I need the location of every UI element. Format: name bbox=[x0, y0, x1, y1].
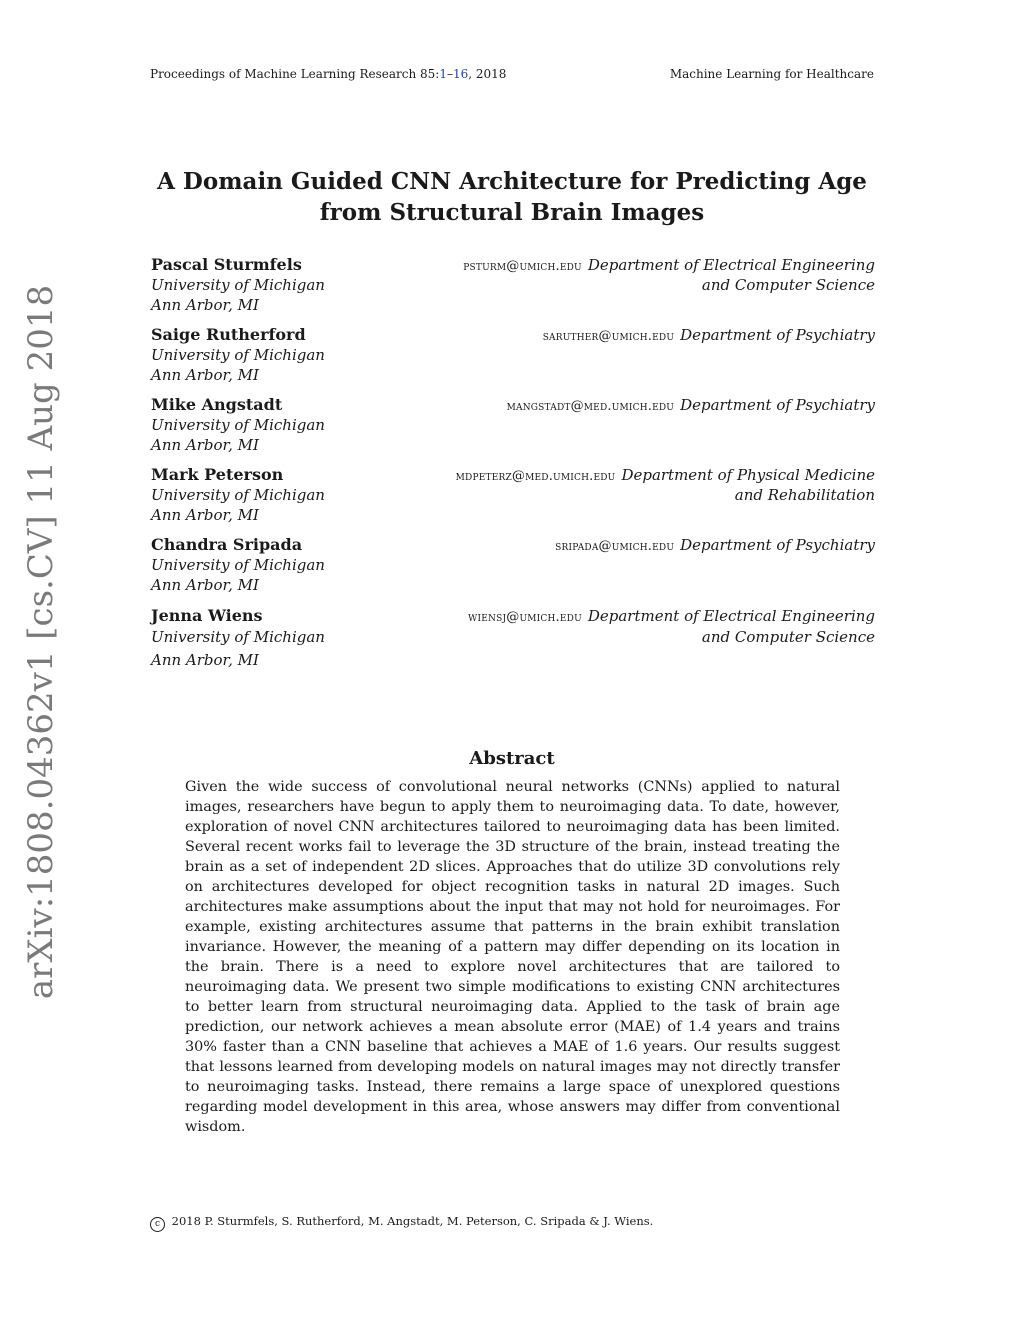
author-department-cont: and Computer Science bbox=[701, 628, 875, 646]
author-block bbox=[151, 535, 875, 595]
author-location: Ann Arbor, MI bbox=[151, 366, 259, 384]
author-name: Chandra Sripada bbox=[151, 535, 303, 554]
author-department: Department of Psychiatry bbox=[680, 396, 875, 414]
author-location: Ann Arbor, MI bbox=[151, 436, 259, 454]
author-block bbox=[151, 395, 875, 455]
author-block bbox=[151, 606, 875, 672]
copyright-icon: c bbox=[150, 1217, 165, 1232]
running-header-right: Machine Learning for Healthcare bbox=[669, 67, 874, 81]
copyright-text: 2018 P. Sturmfels, S. Rutherford, M. Angstadt, M. Peterson, C. Sripada & J. Wiens. bbox=[171, 1214, 654, 1228]
author-department: Department of Electrical Engineering bbox=[587, 256, 875, 274]
header-year: , 2018 bbox=[468, 67, 507, 81]
author-email[interactable]: mdpeterz@med.umich.edu bbox=[455, 469, 616, 484]
author-block bbox=[151, 325, 875, 385]
page-link-start[interactable]: 1 bbox=[439, 67, 447, 81]
author-name: Pascal Sturmfels bbox=[151, 255, 302, 274]
author-department: Department of Psychiatry bbox=[680, 326, 875, 344]
author-location: Ann Arbor, MI bbox=[151, 296, 259, 314]
author-affiliation: University of Michigan bbox=[151, 556, 325, 574]
author-block bbox=[151, 465, 875, 525]
author-email[interactable]: saruther@umich.edu bbox=[542, 329, 675, 344]
author-email[interactable]: wiensj@umich.edu bbox=[468, 610, 582, 625]
author-affiliation: University of Michigan bbox=[151, 276, 325, 294]
abstract-heading: Abstract bbox=[469, 748, 555, 769]
author-location: Ann Arbor, MI bbox=[151, 576, 259, 594]
author-affiliation: University of Michigan bbox=[151, 486, 325, 504]
author-department-cont: and Rehabilitation bbox=[734, 486, 875, 504]
title-line-1: A Domain Guided CNN Architecture for Predicting Age bbox=[157, 168, 867, 195]
abstract-text: Given the wide success of convolutional neural networks (CNNs) applied to natural images, researchers have begun to apply them to neuroimaging data. To date, however, exploration of novel CNN architectures tailored to neuroimaging data has been limited. Several recent works fail to leverage the 3D structure of the brain, instead treating the brain as a set of independent 2D slices. Approaches that do utilize 3D convolutions rely on architectures developed for object recognition tasks in natural 2D images. Such architectures make assumptions about the input that may not hold for neuroimages. For example, existing architectures assume that patterns in the brain exhibit translation invariance. However, the meaning of a pattern may differ depending on its location in the brain. There is a need to explore novel architectures that are tailored to neuroimaging data. We present two simple modifications to existing CNN architectures to better learn from structural neuroimaging data. Applied to the task of brain age prediction, our network achieves a mean absolute error (MAE) of 1.4 years and trains 30% faster than a CNN baseline that achieves a MAE of 1.6 years. Our results suggest that lessons learned from developing models on natural images may not directly transfer to neuroimaging tasks. Instead, there remains a large space of unexplored questions regarding model development in this area, whose answers may differ from conventional wisdom. bbox=[185, 779, 840, 1135]
paper-title bbox=[120, 166, 904, 228]
author-department-cont: and Computer Science bbox=[701, 276, 875, 294]
author-name: Mike Angstadt bbox=[151, 395, 283, 414]
header-dash: – bbox=[446, 67, 453, 81]
author-department: Department of Physical Medicine bbox=[621, 466, 875, 484]
author-location: Ann Arbor, MI bbox=[151, 506, 259, 524]
author-affiliation: University of Michigan bbox=[151, 416, 325, 434]
author-name: Saige Rutherford bbox=[151, 325, 306, 344]
author-email[interactable]: mangstadt@med.umich.edu bbox=[506, 399, 675, 414]
header-proceedings: Proceedings of Machine Learning Research 85: bbox=[150, 67, 440, 81]
author-affiliation: University of Michigan bbox=[151, 628, 325, 646]
author-name: Jenna Wiens bbox=[151, 606, 263, 625]
author-email[interactable]: sripada@umich.edu bbox=[555, 539, 675, 554]
page-link-end[interactable]: 16 bbox=[452, 67, 469, 81]
title-line-2: from Structural Brain Images bbox=[319, 199, 705, 226]
author-department: Department of Electrical Engineering bbox=[587, 607, 875, 625]
arxiv-stamp: arXiv:1808.04362v1 [cs.CV] 11 Aug 2018 bbox=[21, 284, 61, 1000]
author-email[interactable]: psturm@umich.edu bbox=[463, 259, 582, 274]
author-department: Department of Psychiatry bbox=[680, 536, 875, 554]
running-header-left bbox=[150, 67, 506, 81]
author-name: Mark Peterson bbox=[151, 465, 284, 484]
author-block bbox=[151, 255, 875, 315]
author-location: Ann Arbor, MI bbox=[151, 651, 259, 669]
author-affiliation: University of Michigan bbox=[151, 346, 325, 364]
copyright-notice bbox=[150, 1214, 653, 1232]
